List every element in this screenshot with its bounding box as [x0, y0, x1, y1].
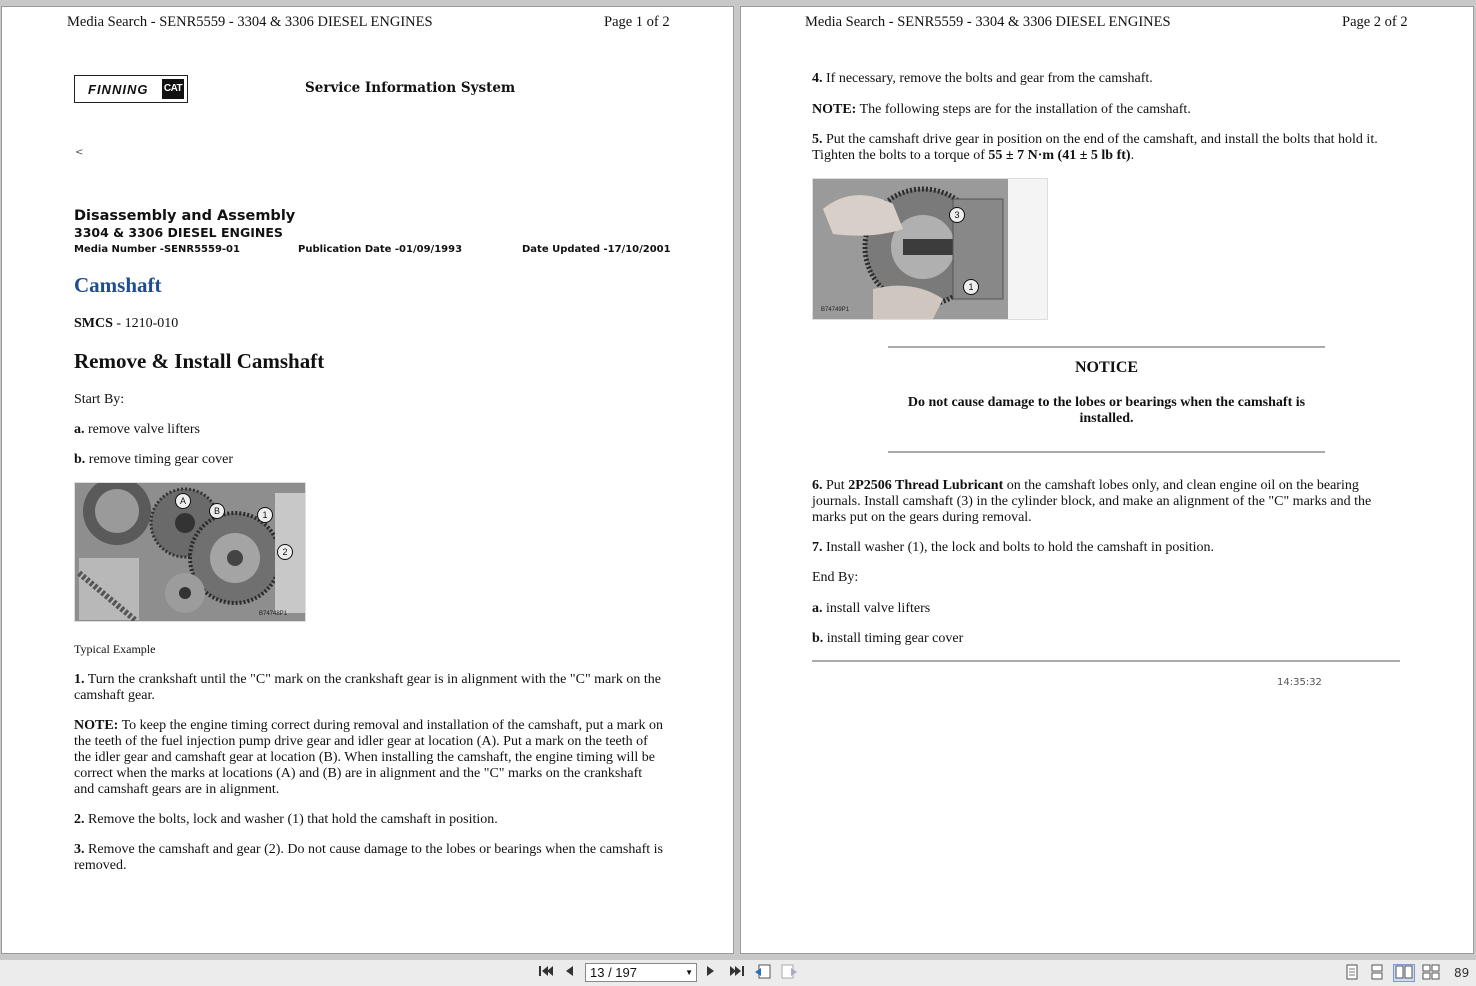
- page-header-right: Page 1 of 2: [604, 14, 670, 30]
- section-title: Camshaft: [74, 273, 162, 297]
- single-page-icon[interactable]: [1344, 964, 1360, 982]
- last-page-icon[interactable]: [728, 964, 746, 982]
- notice-text: Do not cause damage to the lobes or bearings when the camshaft is installed.: [907, 395, 1306, 426]
- image-code: B74749P1: [821, 307, 850, 313]
- note-paragraph: NOTE: To keep the engine timing correct during removal and installation of the camshaft, put a mark on the teeth of the fuel injection pump drive gear and idler gear at location (A). Put a mark on the teeth of the idler gear and camshaft gear at location (B). When installing the camshaft, the engine timing will be correct when the marks at locations (A) and (B) are in alignment and the "C" marks on the crankshaft and camshaft gears are in alignment.: [74, 718, 663, 797]
- page-header-left: Media Search - SENR5559 - 3304 & 3306 DIESEL ENGINES: [805, 14, 1171, 30]
- media-number: Media Number -SENR5559-01: [74, 244, 240, 255]
- logo-finning-text: FINNING: [88, 82, 149, 97]
- start-step-a: a. remove valve lifters: [74, 422, 200, 437]
- step-4: 4. If necessary, remove the bolts and gear from the camshaft.: [812, 71, 1153, 86]
- step-1: 1. Turn the crankshaft until the "C" mark on the crankshaft gear is in alignment with the "C" mark on the camshaft gear.: [74, 672, 662, 703]
- page-indicator: 13 / 197: [590, 965, 637, 980]
- viewer-toolbar: [0, 960, 1476, 986]
- end-by-label: End By:: [812, 570, 859, 585]
- camshaft-removal-photo: [74, 482, 306, 622]
- image-caption: Typical Example: [74, 642, 156, 656]
- doc-subtitle: 3304 & 3306 DIESEL ENGINES: [74, 225, 283, 240]
- gear-illustration: [75, 483, 306, 622]
- callout-3: 3: [949, 207, 965, 223]
- go-forward-icon[interactable]: [780, 964, 798, 982]
- continuous-icon[interactable]: [1369, 964, 1385, 982]
- page-number-select[interactable]: [585, 963, 697, 982]
- callout-b: B: [209, 503, 225, 519]
- end-step-b: b. install timing gear cover: [812, 631, 964, 646]
- smcs-value: - 1210-010: [112, 316, 179, 331]
- notice-bottom-rule: [888, 451, 1325, 453]
- go-back-icon[interactable]: [754, 964, 772, 982]
- page-header-right: Page 2 of 2: [1342, 14, 1408, 30]
- camshaft-install-photo: [812, 178, 1048, 320]
- two-page-continuous-icon[interactable]: [1421, 964, 1441, 982]
- step-5: 5. Put the camshaft drive gear in position on the end of the camshaft, and install the bolts that hold it. Tighten the bolts to a torque of 55 ± 7 N·m (41 ± 5 lb ft).: [812, 132, 1378, 163]
- start-step-b: b. remove timing gear cover: [74, 452, 234, 467]
- two-page-icon[interactable]: [1393, 964, 1415, 982]
- smcs-label: SMCS: [74, 316, 113, 331]
- callout-1: 1: [963, 279, 979, 295]
- publication-date: Publication Date -01/09/1993: [298, 244, 463, 255]
- doc-title: Disassembly and Assembly: [74, 208, 296, 224]
- image-code: B74748P1: [259, 611, 288, 617]
- page-header-left: Media Search - SENR5559 - 3304 & 3306 DIESEL ENGINES: [67, 14, 433, 30]
- chevron-down-icon: ▼: [685, 968, 693, 977]
- footer-rule: [812, 660, 1400, 662]
- sis-title: Service Information System: [305, 80, 516, 96]
- smcs-code: [74, 316, 178, 332]
- torque-value: 55 ± 7 N·m (41 ± 5 lb ft): [988, 148, 1131, 163]
- logo-cat-text: CAT: [162, 79, 184, 99]
- date-updated: Date Updated -17/10/2001: [522, 244, 671, 255]
- step-3: 3. Remove the camshaft and gear (2). Do not cause damage to the lobes or bearings when the camshaft is removed.: [74, 842, 663, 873]
- end-step-a: a. install valve lifters: [812, 601, 931, 616]
- back-arrow-icon[interactable]: <: [75, 147, 84, 158]
- step-6: 6. Put 2P2506 Thread Lubricant on the camshaft lobes only, and clean engine oil on the bearing journals. Install camshaft (3) in the cylinder block, and make an alignment of the "C" marks and the marks put on the gears during removal.: [812, 478, 1372, 525]
- pdf-page-2: [740, 6, 1474, 954]
- timestamp: 14:35:32: [1277, 677, 1322, 688]
- procedure-title: Remove & Install Camshaft: [74, 349, 325, 373]
- callout-1: 1: [257, 507, 273, 523]
- step-7: 7. Install washer (1), the lock and bolts to hold the camshaft in position.: [812, 540, 1215, 555]
- first-page-icon[interactable]: [537, 964, 555, 982]
- lubricant-name: 2P2506 Thread Lubricant: [848, 478, 1004, 493]
- callout-2: 2: [277, 544, 293, 560]
- zoom-level[interactable]: 89: [1454, 966, 1470, 980]
- install-note: NOTE: The following steps are for the installation of the camshaft.: [812, 102, 1191, 117]
- start-by-label: Start By:: [74, 392, 125, 407]
- callout-a: A: [175, 493, 191, 509]
- step-2: 2. Remove the bolts, lock and washer (1) that hold the camshaft in position.: [74, 812, 498, 827]
- finning-cat-logo: [74, 75, 188, 103]
- next-page-icon[interactable]: [704, 964, 718, 982]
- previous-page-icon[interactable]: [562, 964, 576, 982]
- notice-top-rule: [888, 346, 1325, 348]
- notice-title: NOTICE: [1074, 359, 1139, 376]
- gear-install-illustration: [813, 179, 1048, 320]
- pdf-page-1: [1, 6, 734, 954]
